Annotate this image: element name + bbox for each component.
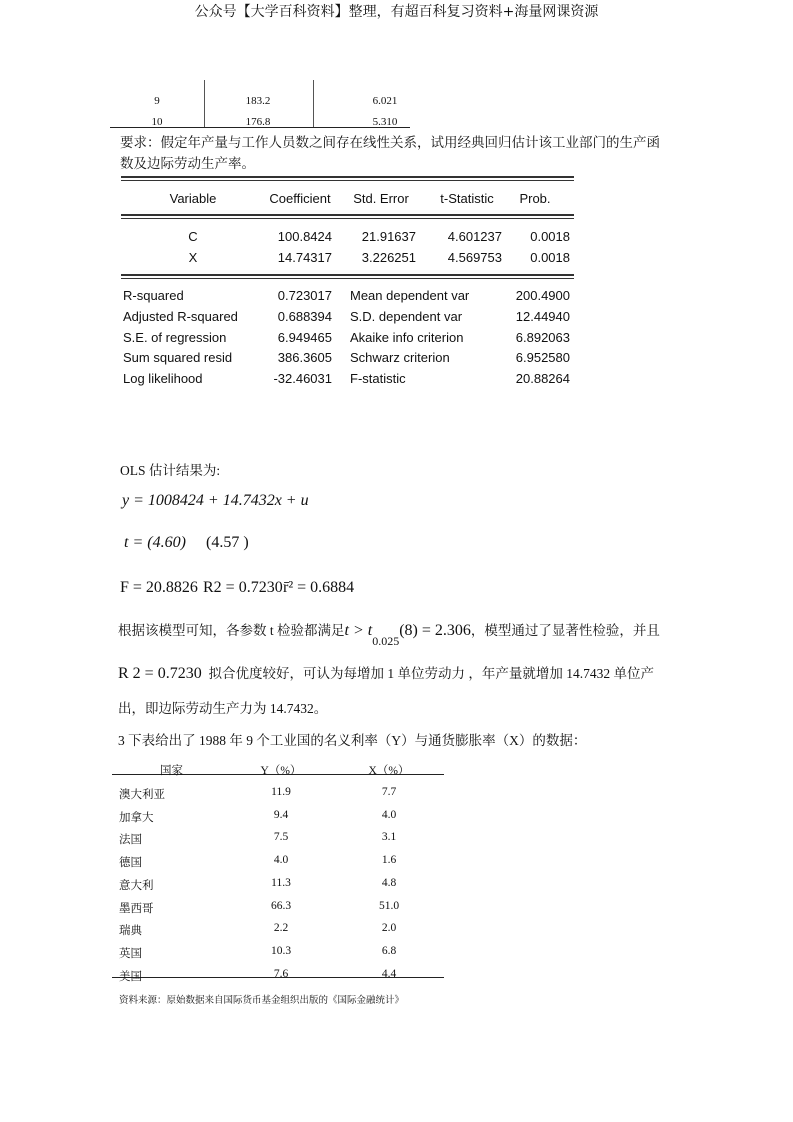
table-cell: 4.601237 bbox=[447, 229, 502, 244]
t-test-subscript: 0.025 bbox=[372, 633, 400, 648]
country-name: 墨西哥 bbox=[119, 902, 154, 915]
column-header: X（%） bbox=[368, 765, 410, 777]
column-header: Std. Error bbox=[353, 191, 409, 206]
table-cell: 14.74317 bbox=[277, 250, 332, 265]
column-divider bbox=[313, 80, 314, 127]
interest-rate: 2.2 bbox=[273, 922, 289, 935]
stat-value: 6.949465 bbox=[277, 329, 332, 345]
stat-label: F-statistic bbox=[350, 371, 406, 387]
stat-value: 6.952580 bbox=[515, 350, 570, 366]
column-header: Variable bbox=[169, 191, 217, 206]
table-cell: 3.226251 bbox=[361, 250, 416, 265]
inflation-rate: 7.7 bbox=[381, 786, 397, 798]
adjusted-r-squared: r̄² = 0.6884 bbox=[283, 579, 355, 596]
interest-rate: 7.5 bbox=[273, 831, 289, 844]
variable-name: X bbox=[188, 250, 198, 265]
t-values-label: t = (4.60) bbox=[124, 534, 186, 551]
country-name: 加拿大 bbox=[119, 811, 154, 824]
r-squared: R2 = 0.7230 bbox=[203, 579, 283, 596]
conclusion-line-1 bbox=[118, 619, 660, 648]
table-cell: 183.2 bbox=[245, 95, 271, 107]
stat-value: 0.723017 bbox=[277, 288, 332, 303]
ols-intro: OLS 估计结果为: bbox=[120, 463, 221, 478]
rule bbox=[121, 176, 574, 181]
country-name: 意大利 bbox=[119, 879, 154, 892]
requirement-line-1: 要求：假定年产量与工作人员数之间存在线性关系，试用经典回归估计该工业部门的生产函 bbox=[120, 135, 660, 151]
interest-rate: 11.3 bbox=[271, 876, 291, 889]
column-header: Prob. bbox=[519, 191, 551, 206]
interest-rate: 66.3 bbox=[270, 899, 292, 912]
country-name: 澳大利亚 bbox=[119, 789, 165, 801]
conclusion-text: 根据该模型可知，各参数 t 检验都满足 bbox=[118, 623, 345, 638]
country-name: 德国 bbox=[119, 857, 142, 870]
table-cell: 176.8 bbox=[245, 116, 271, 128]
inflation-rate: 1.6 bbox=[381, 854, 397, 867]
stat-value: 200.4900 bbox=[515, 288, 570, 303]
stat-value: -32.46031 bbox=[273, 371, 332, 387]
stat-label: Log likelihood bbox=[123, 371, 203, 387]
column-divider bbox=[204, 80, 205, 127]
column-header: t-Statistic bbox=[440, 191, 494, 206]
variable-name: C bbox=[188, 229, 198, 244]
table-cell: 4.569753 bbox=[447, 250, 502, 265]
inflation-rate: 4.4 bbox=[381, 967, 397, 980]
inflation-rate: 51.0 bbox=[378, 899, 400, 912]
table-cell: 5.310 bbox=[372, 116, 398, 128]
conclusion-text: ，模型通过了显著性检验，并且 bbox=[470, 623, 660, 638]
stat-value: 386.3605 bbox=[277, 350, 332, 366]
table-cell: 9 bbox=[154, 95, 160, 107]
r2-formula: R 2 = 0.7230 bbox=[118, 665, 202, 682]
stat-label: Akaike info criterion bbox=[350, 329, 464, 345]
table-cell: 0.0018 bbox=[530, 229, 570, 244]
column-header: Coefficient bbox=[269, 191, 331, 206]
requirement-line-2: 数及边际劳动生产率。 bbox=[120, 156, 255, 172]
stat-label: Schwarz criterion bbox=[350, 350, 450, 366]
table-cell: 10 bbox=[151, 116, 163, 128]
column-header: Y（%） bbox=[260, 765, 302, 777]
question-3: 3 下表给出了 1988 年 9 个工业国的名义利率（Y）与通货膨胀率（X）的数据： bbox=[118, 733, 587, 748]
stat-label: S.D. dependent var bbox=[350, 308, 463, 324]
inflation-rate: 2.0 bbox=[381, 922, 397, 935]
stat-label: S.E. of regression bbox=[123, 329, 227, 345]
t-critical: (8) = 2.306 bbox=[399, 622, 471, 639]
inflation-rate: 3.1 bbox=[381, 831, 397, 844]
inflation-rate: 6.8 bbox=[381, 944, 397, 957]
stat-label: Sum squared resid bbox=[123, 350, 233, 366]
f-statistic: F = 20.8826 bbox=[120, 579, 198, 596]
t-test-formula: t > t bbox=[344, 622, 373, 639]
table-cell: 6.021 bbox=[372, 95, 398, 107]
inflation-rate: 4.0 bbox=[381, 808, 397, 821]
country-name: 法国 bbox=[119, 834, 142, 847]
rule bbox=[121, 214, 574, 219]
conclusion-line-3: 出，即边际劳动生产力为 14.7432。 bbox=[118, 701, 328, 716]
stat-value: 6.892063 bbox=[515, 329, 570, 345]
table-cell: 21.91637 bbox=[361, 229, 416, 244]
interest-rate: 9.4 bbox=[273, 808, 289, 821]
stat-value: 12.44940 bbox=[515, 308, 570, 324]
regression-equation: y = 1008424 + 14.7432x + u bbox=[122, 492, 309, 509]
stat-value: 20.88264 bbox=[515, 371, 570, 387]
interest-rate: 7.6 bbox=[273, 967, 289, 980]
country-name: 英国 bbox=[119, 947, 142, 960]
stat-value: 0.688394 bbox=[277, 308, 332, 324]
interest-rate: 11.9 bbox=[271, 786, 291, 798]
inflation-rate: 4.8 bbox=[381, 876, 397, 889]
interest-rate: 10.3 bbox=[270, 944, 292, 957]
page-header: 公众号【大学百科资料】整理，有超百科复习资料+海量网课资源 bbox=[194, 4, 599, 20]
conclusion-line-2 bbox=[118, 662, 654, 683]
table-cell: 100.8424 bbox=[277, 229, 332, 244]
interest-rate: 4.0 bbox=[273, 854, 289, 867]
stat-label: Adjusted R-squared bbox=[123, 308, 238, 324]
stat-label: R-squared bbox=[123, 288, 184, 303]
rule bbox=[121, 274, 574, 279]
column-header: 国家 bbox=[160, 765, 183, 777]
country-name: 美国 bbox=[119, 970, 142, 983]
stat-label: Mean dependent var bbox=[350, 288, 470, 303]
t-value-second: (4.57 ) bbox=[206, 534, 249, 551]
table-cell: 0.0018 bbox=[530, 250, 570, 265]
conclusion-text: 拟合优度较好，可认为每增加 1 单位劳动力 ，年产量就增加 14.7432 单位产 bbox=[208, 666, 654, 681]
data-source: 资料来源：原始数据来自国际货币基金组织出版的《国际金融统计》 bbox=[119, 996, 405, 1006]
country-name: 瑞典 bbox=[119, 925, 142, 938]
